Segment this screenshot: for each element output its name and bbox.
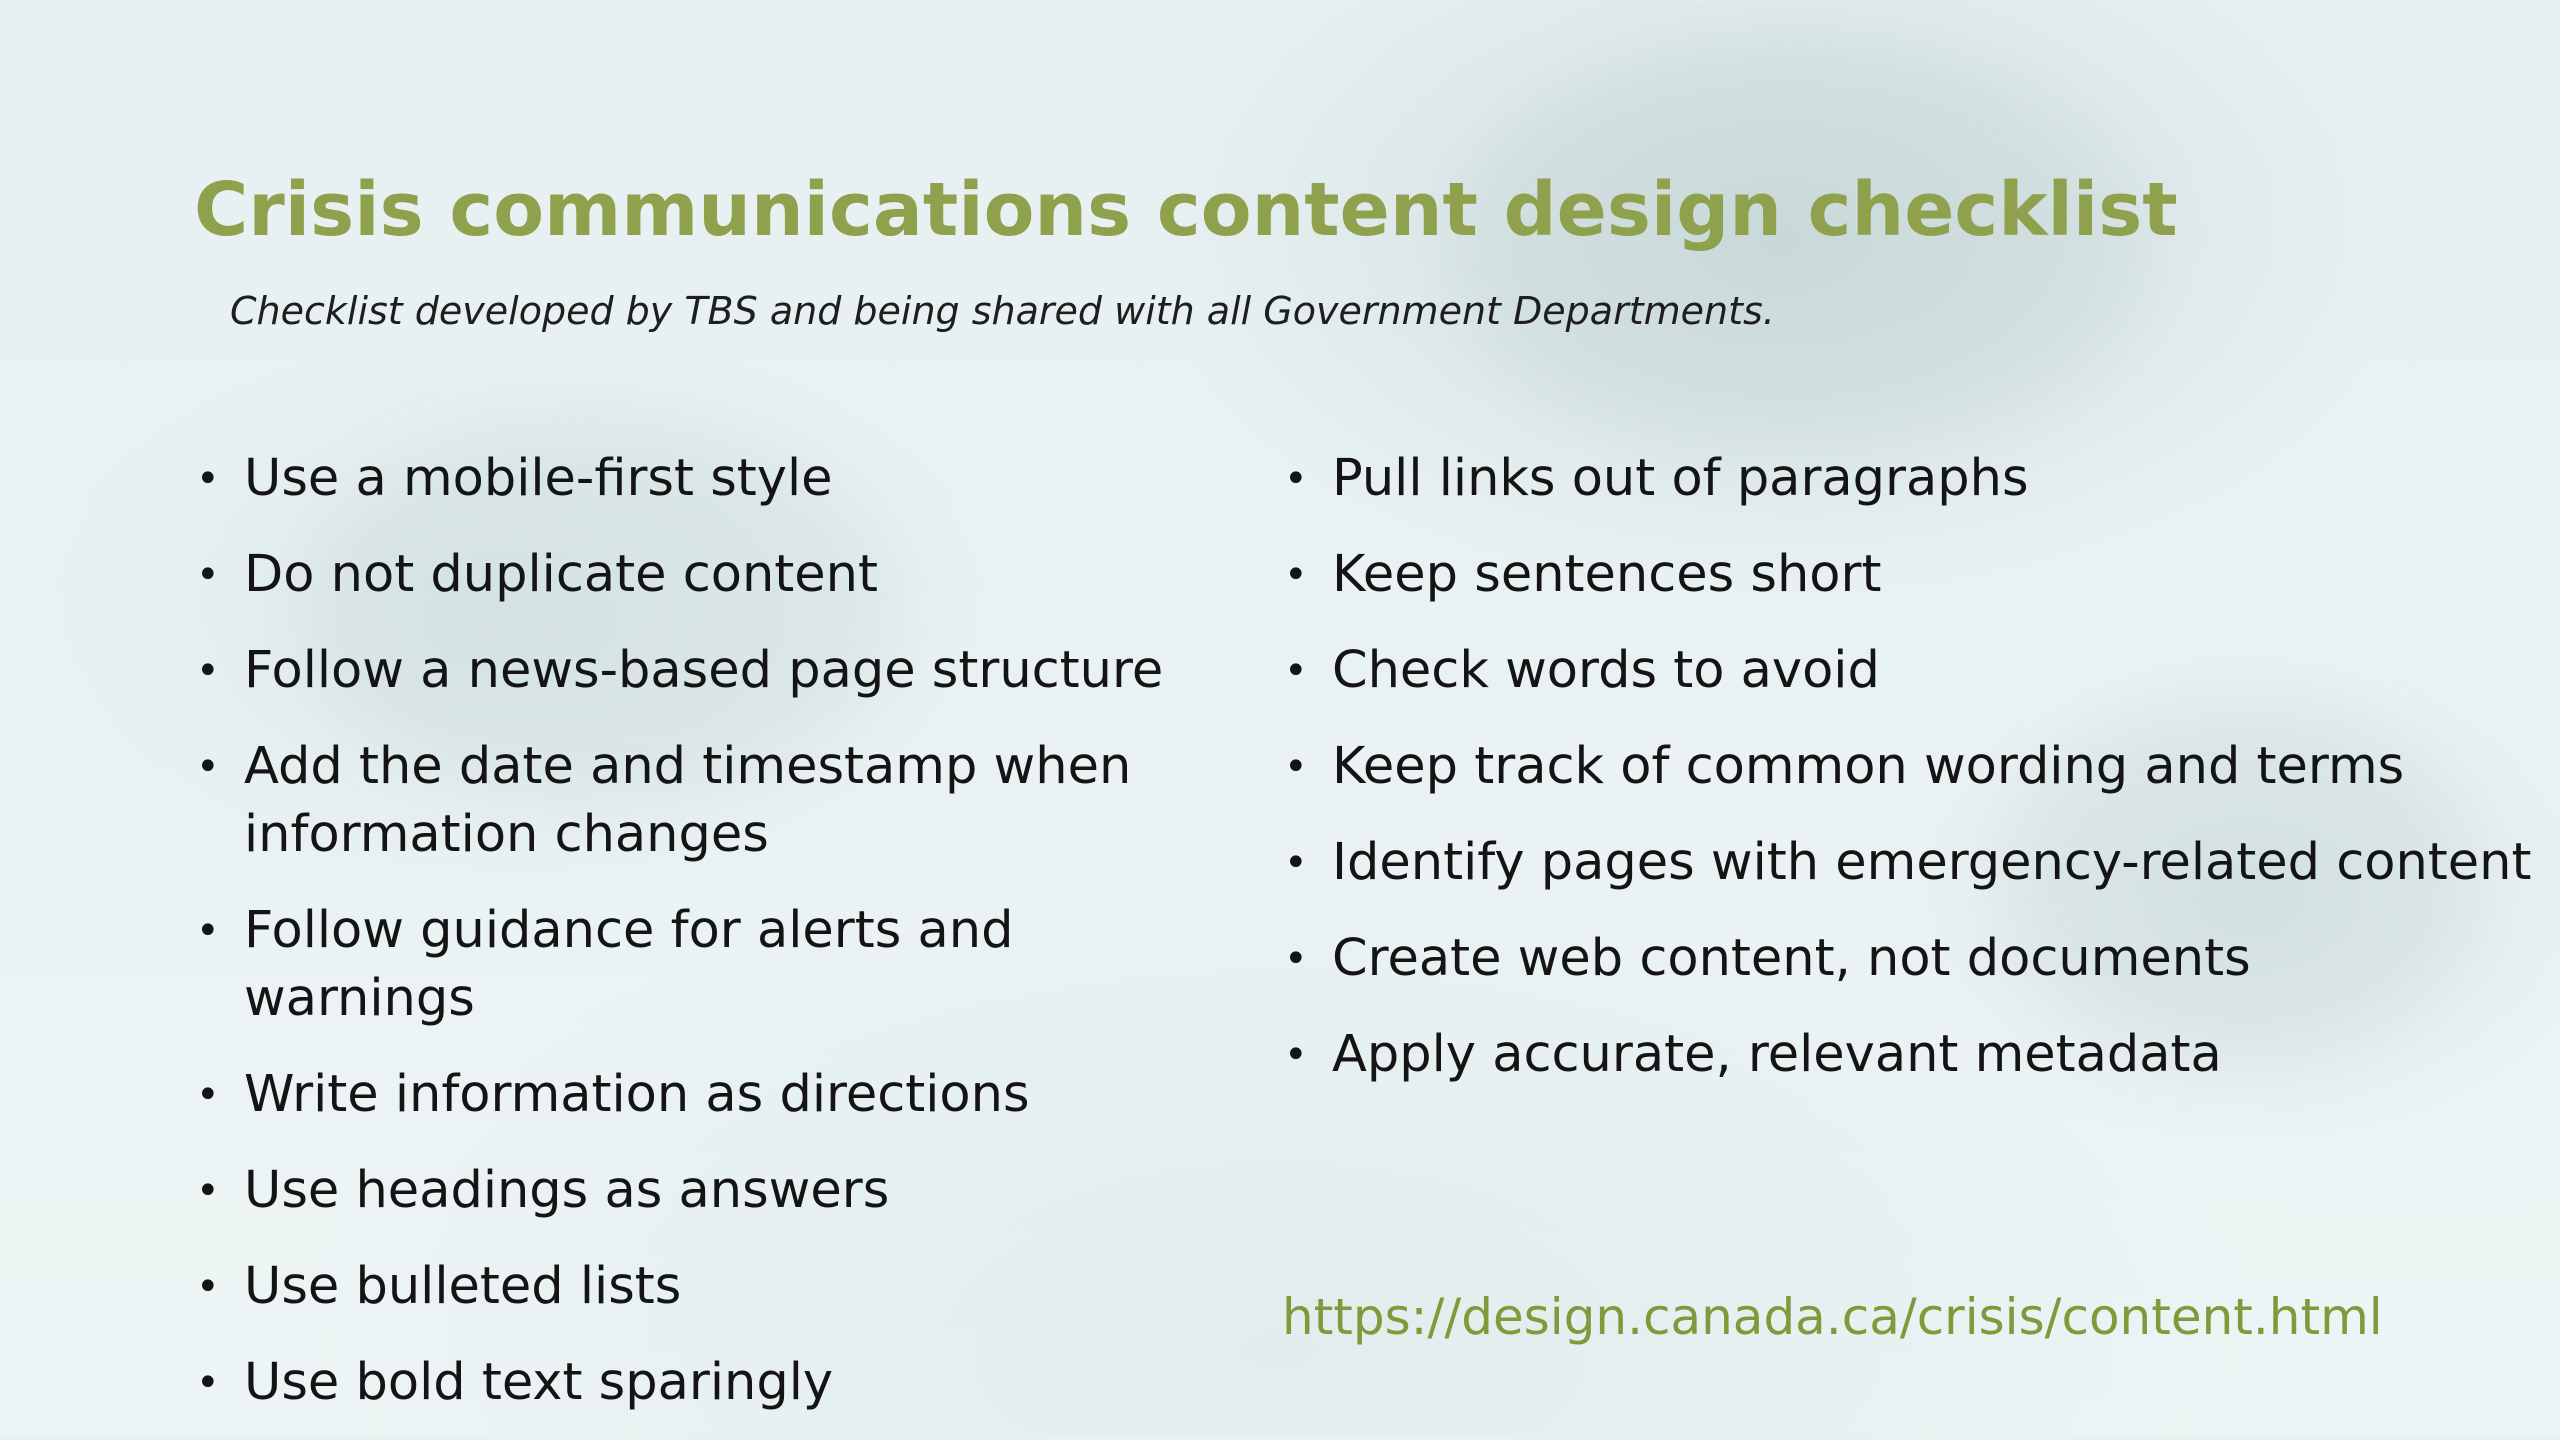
slide-bottom-band [0, 1434, 2560, 1440]
checklist-item [194, 1061, 1254, 1129]
checklist-item-text: Use headings as answers [244, 1161, 890, 1220]
checklist-item [194, 445, 1254, 513]
checklist-item-text: Write information as directions [244, 1065, 1030, 1124]
bullet-icon: • [196, 1072, 220, 1118]
checklist-item-text: Check words to avoid [1332, 641, 1880, 700]
bullet-icon: • [1284, 552, 1308, 598]
checklist-item-text: Keep track of common wording and terms [1332, 737, 2405, 796]
checklist-item [194, 733, 1254, 869]
bullet-icon: • [1284, 1032, 1308, 1078]
checklist-item-text: Use bulleted lists [244, 1257, 682, 1316]
checklist-item [1282, 925, 2532, 993]
slide-title: Crisis communications content design checklist [194, 167, 2178, 253]
checklist-item-text: Apply accurate, relevant metadata [1332, 1025, 2222, 1084]
bullet-icon: • [1284, 648, 1308, 694]
checklist-item-text: Use a mobile-first style [244, 449, 833, 508]
checklist-item-text: Add the date and timestamp when information changes [244, 737, 1132, 864]
checklist-item-text: Create web content, not documents [1332, 929, 2251, 988]
checklist-item-text: Follow guidance for alerts and warnings [244, 901, 1014, 1028]
checklist-item-text: Do not duplicate content [244, 545, 878, 604]
checklist-item [194, 541, 1254, 609]
checklist-item [1282, 541, 2532, 609]
checklist-item [194, 1253, 1254, 1321]
checklist-item [1282, 1021, 2532, 1089]
checklist-item [194, 897, 1254, 1033]
bullet-icon: • [1284, 840, 1308, 886]
reference-link[interactable]: https://design.canada.ca/crisis/content.html [1282, 1288, 2383, 1346]
bullet-icon: • [196, 1360, 220, 1406]
checklist-right-column [1282, 445, 2532, 1117]
checklist-item [194, 637, 1254, 705]
checklist-item-text: Keep sentences short [1332, 545, 1882, 604]
bullet-icon: • [196, 648, 220, 694]
checklist-item [1282, 733, 2532, 801]
slide-subtitle: Checklist developed by TBS and being shared with all Government Departments. [230, 289, 1775, 333]
checklist-item [194, 1349, 1254, 1417]
bullet-icon: • [196, 552, 220, 598]
checklist-item [1282, 637, 2532, 705]
bullet-icon: • [196, 908, 220, 954]
checklist-item [194, 1157, 1254, 1225]
checklist-item-text: Use bold text sparingly [244, 1353, 834, 1412]
bullet-icon: • [196, 1264, 220, 1310]
bullet-icon: • [1284, 936, 1308, 982]
checklist-left-column [194, 445, 1254, 1440]
bullet-icon: • [196, 744, 220, 790]
checklist-item-text: Identify pages with emergency-related content [1332, 833, 2532, 892]
bullet-icon: • [1284, 456, 1308, 502]
checklist-item [1282, 445, 2532, 513]
bullet-icon: • [196, 1168, 220, 1214]
bullet-icon: • [1284, 744, 1308, 790]
bullet-icon: • [196, 456, 220, 502]
checklist-item-text: Pull links out of paragraphs [1332, 449, 2029, 508]
checklist-item [1282, 829, 2532, 897]
checklist-item-text: Follow a news-based page structure [244, 641, 1164, 700]
